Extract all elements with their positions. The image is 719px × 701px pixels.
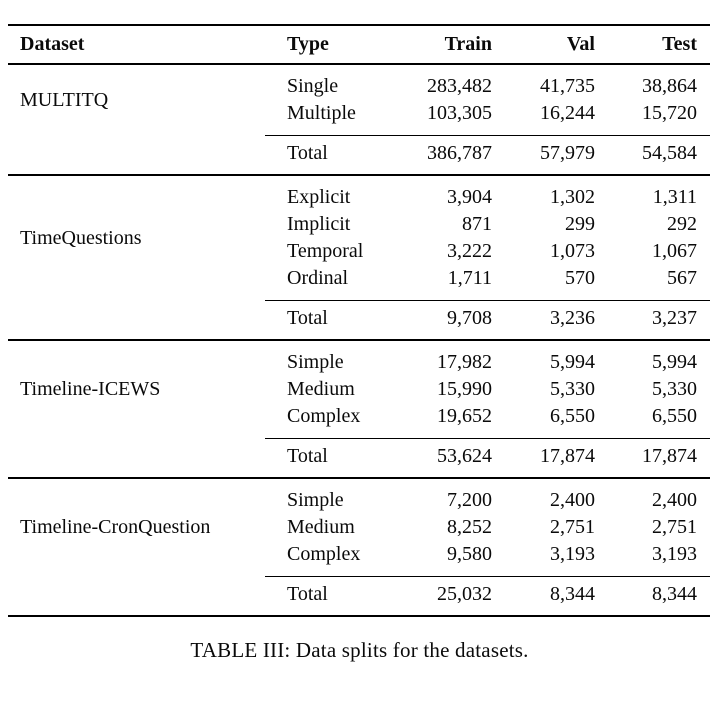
table-group-timeline-icews (8, 341, 710, 479)
header-train: Train (444, 33, 492, 55)
cell-total-label: Total (287, 142, 328, 164)
cell-train: 3,222 (447, 240, 492, 262)
cell-test: 8,344 (652, 583, 697, 605)
cell-train: 53,624 (437, 445, 492, 467)
table-header-row (8, 26, 710, 65)
cell-val: 5,994 (550, 351, 595, 373)
cell-type: Implicit (287, 213, 351, 235)
cell-val: 299 (565, 213, 595, 235)
table-group-timeline-cronquestion (8, 479, 710, 615)
cell-train: 1,711 (447, 267, 492, 289)
cell-type: Complex (287, 405, 361, 427)
table-row (265, 211, 710, 238)
table-row (265, 541, 710, 568)
cell-val: 6,550 (550, 405, 595, 427)
cell-test: 1,311 (652, 186, 697, 208)
cell-val: 3,236 (550, 307, 595, 329)
group-subrows (265, 176, 710, 300)
paper-table-figure (0, 24, 719, 701)
cell-val: 2,751 (550, 516, 595, 538)
group-subrows (265, 65, 710, 135)
group-subrows (265, 479, 710, 576)
cell-val: 17,874 (540, 445, 595, 467)
cell-val: 3,193 (550, 543, 595, 565)
table-caption: TABLE III: Data splits for the datasets. (190, 638, 529, 662)
table-row (265, 265, 710, 292)
cell-type: Explicit (287, 186, 351, 208)
cell-test: 38,864 (642, 75, 697, 97)
cell-test: 3,237 (652, 307, 697, 329)
cell-train: 7,200 (447, 489, 492, 511)
header-test: Test (662, 33, 697, 55)
table-total-row (265, 576, 710, 615)
cell-test: 54,584 (642, 142, 697, 164)
table-row (265, 581, 710, 608)
cell-test: 2,400 (652, 489, 697, 511)
cell-train: 15,990 (437, 378, 492, 400)
header-val: Val (566, 33, 595, 55)
table-group-multitq (8, 65, 710, 176)
cell-train: 25,032 (437, 583, 492, 605)
cell-test: 5,330 (652, 378, 697, 400)
cell-train: 19,652 (437, 405, 492, 427)
cell-type: Medium (287, 516, 355, 538)
cell-total-label: Total (287, 583, 328, 605)
cell-type: Complex (287, 543, 361, 565)
data-splits-table (8, 24, 710, 617)
cell-val: 57,979 (540, 142, 595, 164)
cell-type: Temporal (287, 240, 364, 262)
cell-train: 103,305 (427, 102, 492, 124)
table-row (265, 140, 710, 167)
cell-test: 15,720 (642, 102, 697, 124)
table-row (265, 403, 710, 430)
header-type: Type (287, 33, 329, 55)
header-dataset: Dataset (20, 33, 85, 55)
cell-type: Medium (287, 378, 355, 400)
dataset-name: MULTITQ (20, 88, 109, 111)
table-row (265, 184, 710, 211)
cell-test: 17,874 (642, 445, 697, 467)
cell-test: 292 (667, 213, 697, 235)
dataset-name: Timeline-CronQuestion (20, 516, 211, 538)
cell-val: 5,330 (550, 378, 595, 400)
cell-val: 1,073 (550, 240, 595, 262)
table-total-row (265, 300, 710, 339)
cell-test: 1,067 (652, 240, 697, 262)
cell-type: Simple (287, 489, 344, 511)
table-group-timequestions (8, 176, 710, 341)
cell-train: 9,580 (447, 543, 492, 565)
table-row (265, 100, 710, 127)
cell-train: 283,482 (427, 75, 492, 97)
cell-val: 8,344 (550, 583, 595, 605)
cell-test: 567 (667, 267, 697, 289)
cell-train: 3,904 (447, 186, 492, 208)
cell-train: 9,708 (447, 307, 492, 329)
cell-val: 570 (565, 267, 595, 289)
cell-type: Ordinal (287, 267, 349, 289)
dataset-name: Timeline-ICEWS (20, 378, 161, 400)
cell-train: 17,982 (437, 351, 492, 373)
cell-type: Single (287, 75, 339, 97)
cell-type: Simple (287, 351, 344, 373)
cell-test: 5,994 (652, 351, 697, 373)
cell-test: 6,550 (652, 405, 697, 427)
dataset-name: TimeQuestions (20, 226, 142, 249)
table-row (265, 305, 710, 332)
table-row (265, 349, 710, 376)
cell-val: 16,244 (540, 102, 595, 124)
table-total-row (265, 135, 710, 174)
table-row (265, 443, 710, 470)
cell-val: 41,735 (540, 75, 595, 97)
table-row (265, 238, 710, 265)
table-row (265, 73, 710, 100)
cell-total-label: Total (287, 307, 328, 329)
cell-test: 3,193 (652, 543, 697, 565)
table-row (265, 376, 710, 403)
cell-type: Multiple (287, 102, 356, 124)
cell-train: 8,252 (447, 516, 492, 538)
table-total-row (265, 438, 710, 477)
table-row (265, 487, 710, 514)
table-row (265, 514, 710, 541)
cell-val: 1,302 (550, 186, 595, 208)
cell-total-label: Total (287, 445, 328, 467)
group-subrows (265, 341, 710, 438)
cell-test: 2,751 (652, 516, 697, 538)
cell-train: 871 (462, 213, 492, 235)
cell-val: 2,400 (550, 489, 595, 511)
cell-train: 386,787 (427, 142, 492, 164)
